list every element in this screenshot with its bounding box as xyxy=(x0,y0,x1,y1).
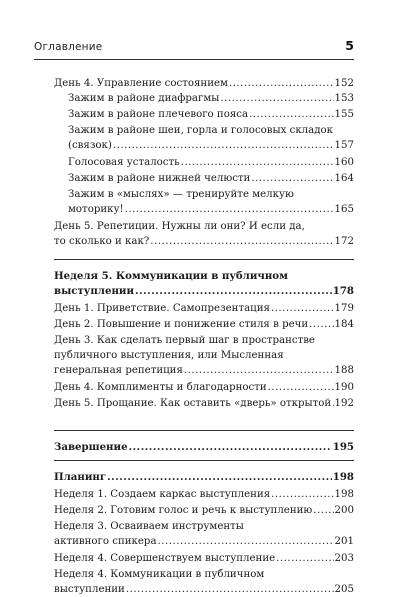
toc-page-number: 160 xyxy=(334,157,354,168)
toc-entry-title-line: активного спикера xyxy=(54,536,157,547)
toc-entry[interactable] xyxy=(54,470,354,485)
toc-entry-title-line: Зажим в районе нижней челюсти xyxy=(68,173,251,184)
dot-leader xyxy=(220,91,333,106)
section-divider xyxy=(54,430,354,431)
toc-page-number: 205 xyxy=(334,584,354,595)
toc-entry-title-line: Завершение xyxy=(54,441,128,453)
dot-leader xyxy=(184,363,334,378)
toc-page-number: 164 xyxy=(334,173,354,184)
dot-leader xyxy=(309,317,333,332)
toc-entry-title-line: Неделя 5. Коммуникации в публичном xyxy=(54,270,288,282)
dot-leader xyxy=(229,76,334,91)
toc-entry-title-line: Зажим в районе диафрагмы xyxy=(68,93,220,104)
header-rule xyxy=(34,59,354,60)
toc-entry-title-line: День 2. Повышение и понижение стиля в речи xyxy=(54,319,309,330)
running-title: Оглавление xyxy=(34,41,103,53)
toc-entry-title-line: выступлении xyxy=(54,285,135,297)
toc-page-number: 153 xyxy=(334,93,354,104)
toc-entry[interactable] xyxy=(54,269,354,299)
dot-leader xyxy=(332,396,333,411)
toc-entry-title-line: День 5. Прощание. Как оставить «дверь» открытой xyxy=(54,398,332,409)
toc-entry-title-line: Зажим в «мыслях» — тренируйте мелкую xyxy=(68,189,294,200)
toc-entry-title-line: Зажим в районе шеи, горла и голосовых складок xyxy=(68,125,333,136)
dot-leader xyxy=(113,138,334,153)
dot-leader xyxy=(249,107,333,122)
toc-page-number: 179 xyxy=(334,303,354,314)
toc-entry-title-line: День 5. Репетиции. Нужны ли они? И если да, xyxy=(54,221,305,232)
toc-page-number: 178 xyxy=(332,285,354,297)
toc-page-number: 157 xyxy=(334,140,354,151)
toc-entry-title-line: День 3. Как сделать первый шаг в пространстве xyxy=(54,335,315,346)
dot-leader xyxy=(268,380,334,395)
page-number: 5 xyxy=(345,38,354,53)
toc-entry[interactable] xyxy=(68,91,354,106)
toc-entry[interactable] xyxy=(54,503,354,518)
dot-leader xyxy=(135,284,332,299)
toc-page-number: 201 xyxy=(334,536,354,547)
toc-page-number: 188 xyxy=(334,365,354,376)
dot-leader xyxy=(150,234,333,249)
dot-leader xyxy=(251,171,333,186)
toc-entry-title-line: Неделя 2. Готовим голос и речь к выступлению xyxy=(54,505,313,516)
toc-entry-title-line: Неделя 3. Осваиваем инструменты xyxy=(54,521,244,532)
toc-entry[interactable] xyxy=(68,187,354,217)
toc-entry[interactable] xyxy=(54,519,354,549)
toc-page-number: 192 xyxy=(334,398,354,409)
toc-entry-title-line: День 4. Комплименты и благодарности xyxy=(54,382,267,393)
toc-entry-title-line: (связок) xyxy=(68,140,112,151)
toc-entry-title-line: Неделя 4. Коммуникации в публичном xyxy=(54,569,265,580)
toc-entry[interactable] xyxy=(68,171,354,186)
toc-entry-title-line: моторику! xyxy=(68,204,124,215)
toc-entry[interactable] xyxy=(68,155,354,170)
toc-entry[interactable] xyxy=(54,76,354,91)
toc-entry-title-line: Зажим в районе плечевого пояса xyxy=(68,109,249,120)
toc-page-number: 165 xyxy=(334,204,354,215)
toc-entry[interactable] xyxy=(54,440,354,455)
toc-page-number: 195 xyxy=(332,441,354,453)
toc-entry-title-line: День 4. Управление состоянием xyxy=(54,78,228,89)
dot-leader xyxy=(271,487,333,502)
toc-page-number: 198 xyxy=(334,489,354,500)
toc-page-number: 200 xyxy=(334,505,354,516)
toc-page-number: 190 xyxy=(334,382,354,393)
toc-page-number: 203 xyxy=(334,553,354,564)
toc-page-number: 198 xyxy=(332,471,354,483)
toc-page-number: 155 xyxy=(334,109,354,120)
toc-entry-title-line: выступлении xyxy=(54,584,125,595)
toc-entry[interactable] xyxy=(54,551,354,566)
toc-page-number: 152 xyxy=(334,78,354,89)
dot-leader xyxy=(125,202,334,217)
toc-entry-title-line: Голосовая усталость xyxy=(68,157,180,168)
toc-page-number: 172 xyxy=(334,236,354,247)
toc-entry[interactable] xyxy=(54,396,354,411)
toc-entry[interactable] xyxy=(54,317,354,332)
dot-leader xyxy=(158,534,334,549)
toc-page-number: 184 xyxy=(334,319,354,330)
toc-entry[interactable] xyxy=(54,219,354,249)
toc-entry-title-line: Планинг xyxy=(54,471,107,483)
toc-entry-title-line: День 1. Приветствие. Самопрезентация xyxy=(54,303,270,314)
dot-leader xyxy=(107,470,332,485)
toc-entry-title-line: генеральная репетиция xyxy=(54,365,183,376)
toc-entry[interactable] xyxy=(54,380,354,395)
section-divider xyxy=(54,460,354,461)
toc-entry[interactable] xyxy=(54,301,354,316)
section-divider xyxy=(54,259,354,260)
toc-entry-title-line: то сколько и как? xyxy=(54,236,150,247)
dot-leader xyxy=(276,551,333,566)
running-head xyxy=(34,38,354,53)
dot-leader xyxy=(129,440,332,455)
dot-leader xyxy=(126,582,334,597)
toc-entry-title-line: Неделя 1. Создаем каркас выступления xyxy=(54,489,271,500)
toc-entry[interactable] xyxy=(54,333,354,378)
toc-entry[interactable] xyxy=(68,123,354,153)
dot-leader xyxy=(313,503,333,518)
dot-leader xyxy=(181,155,334,170)
toc-entry[interactable] xyxy=(54,487,354,502)
dot-leader xyxy=(271,301,334,316)
toc-entry-title-line: Неделя 4. Совершенствуем выступление xyxy=(54,553,276,564)
toc-entry-title-line: публичного выступления, или Мысленная xyxy=(54,350,284,361)
toc-entry[interactable] xyxy=(68,107,354,122)
toc-entry[interactable] xyxy=(54,567,354,597)
